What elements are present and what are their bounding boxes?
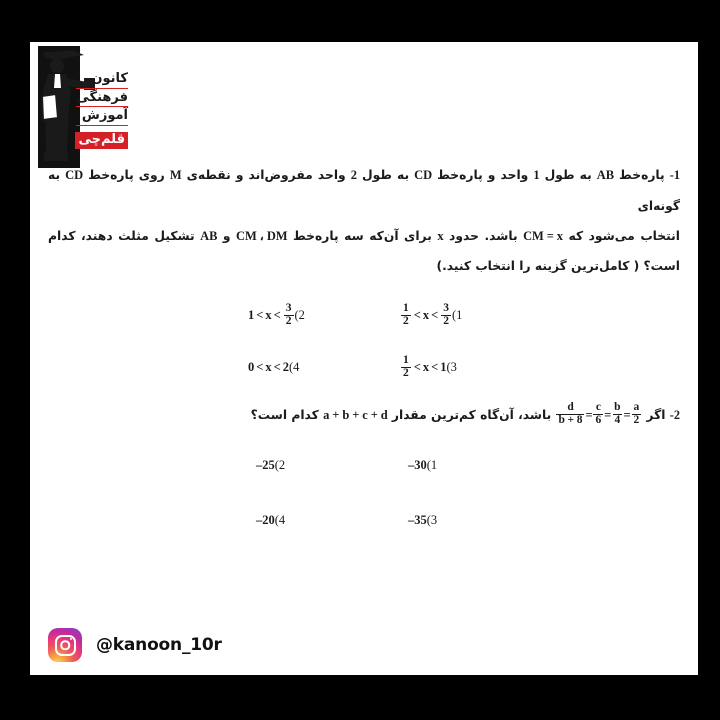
option-expression — [256, 513, 275, 528]
options-question-2 — [48, 438, 680, 548]
math-token: = — [585, 407, 593, 422]
fraction-numerator: d — [567, 401, 574, 414]
kanoon-logo — [38, 46, 126, 168]
instagram-handle-text: @kanoon_10r — [96, 635, 222, 655]
fraction-denominator: 4 — [614, 414, 621, 426]
relation-operator: < — [431, 308, 439, 322]
question-1 — [48, 160, 680, 394]
inline-fraction — [593, 402, 603, 427]
option-1[interactable] — [364, 290, 680, 342]
instagram-camera-outline — [55, 635, 76, 656]
stem-text: باشد. حدود — [443, 228, 524, 243]
option-expression — [400, 303, 452, 328]
math-value: –35 — [408, 513, 427, 528]
fraction-denominator: 2 — [443, 314, 449, 327]
logo-brand-badge: قلم‌چی — [75, 132, 128, 150]
fraction-denominator: 8 + b — [558, 414, 583, 426]
stem-text: به طول — [539, 168, 597, 182]
question-1-line-1 — [48, 160, 680, 221]
question-1-line-2 — [48, 221, 680, 252]
fraction-denominator: 2 — [403, 314, 409, 327]
math-token: CD — [414, 168, 433, 182]
fraction-numerator: 1 — [403, 353, 409, 366]
math-token: M — [169, 168, 182, 182]
math-token: = — [604, 407, 612, 422]
inline-fraction — [556, 402, 584, 427]
inline-fraction — [612, 402, 622, 427]
stem-text: انتخاب می‌شود که — [562, 228, 681, 243]
relation-operator: < — [256, 308, 264, 322]
option-marker: (4 — [274, 513, 286, 528]
fraction-numerator: 1 — [403, 301, 409, 314]
option-marker: (4 — [289, 360, 300, 374]
option-content — [248, 303, 310, 328]
option-content — [248, 360, 304, 375]
math-token: CM = x — [523, 228, 563, 243]
instagram-handle-row[interactable] — [48, 628, 222, 662]
stem-text: روی پاره‌خط — [83, 168, 170, 182]
logo-word-3: آموزش — [76, 109, 128, 126]
stem-text: کدام است؟ — [250, 407, 324, 422]
stem-text: واحد و پاره‌خط — [432, 168, 534, 182]
stem-text: به گونه‌ای — [48, 168, 680, 213]
fraction-denominator: 6 — [595, 414, 602, 426]
option-marker: (3 — [426, 513, 438, 528]
instagram-flash-dot-icon — [70, 638, 73, 641]
question-2-line-1 — [48, 400, 680, 431]
option-marker: (2 — [294, 308, 305, 322]
stem-text: واحد مفروض‌اند و نقطه‌ی — [181, 168, 351, 182]
option-content — [400, 355, 462, 380]
math-value: x — [265, 308, 272, 322]
fraction-numerator: 3 — [443, 301, 449, 314]
fraction-denominator: 2 — [633, 414, 640, 426]
option-2[interactable] — [48, 290, 364, 342]
stem-text: برای آن‌که سه پاره‌خط — [287, 228, 438, 243]
math-value: 2 — [282, 360, 289, 374]
option-content — [400, 303, 467, 328]
math-value: –30 — [408, 458, 427, 473]
fraction-denominator: 2 — [403, 366, 409, 379]
relation-operator: < — [256, 360, 264, 374]
math-value: x — [422, 360, 430, 374]
instagram-lens-icon — [60, 640, 70, 650]
math-value: –20 — [256, 513, 275, 528]
inline-fraction — [401, 303, 411, 328]
option-marker: (1 — [452, 308, 463, 322]
math-value: –25 — [256, 458, 275, 473]
question-list — [48, 160, 680, 554]
math-token: CD — [65, 168, 84, 182]
math-value: 1 — [440, 360, 447, 374]
logo-wordmark — [76, 72, 128, 151]
stem-text: اگر — [642, 407, 670, 422]
option-expression — [408, 458, 427, 473]
stem-text: باشد، آن‌گاه کم‌ترین مقدار — [387, 407, 556, 422]
option-expression — [256, 458, 275, 473]
option-4[interactable] — [48, 493, 364, 548]
instagram-icon[interactable] — [48, 628, 82, 662]
inline-fraction — [401, 355, 411, 380]
math-token: 1 — [533, 168, 540, 182]
logo-word-1: کانون — [76, 72, 128, 89]
option-content — [256, 458, 290, 473]
option-expression — [400, 355, 447, 380]
relation-operator: < — [431, 360, 439, 374]
worksheet-page — [30, 42, 698, 675]
stem-text: و — [217, 228, 237, 243]
option-marker: (3 — [446, 360, 457, 374]
math-token: 2 — [350, 168, 357, 182]
question-1-line-3 — [48, 251, 680, 281]
question-number: 2- — [669, 407, 680, 422]
question-number: 1- — [669, 168, 680, 182]
option-marker: (1 — [426, 458, 438, 473]
fraction-numerator: 3 — [285, 301, 292, 314]
fraction-numerator: a — [633, 401, 640, 414]
stem-text: به طول — [356, 168, 415, 182]
stem-text: است؟ ( کامل‌ترین گزینه را انتخاب کنید.) — [436, 259, 680, 274]
question-2 — [48, 400, 680, 549]
option-expression — [248, 360, 289, 375]
math-value: 0 — [248, 360, 255, 374]
inline-fraction — [284, 303, 294, 328]
option-content — [256, 513, 290, 528]
inline-fraction — [441, 303, 451, 328]
relation-operator: < — [413, 308, 421, 322]
option-2[interactable] — [48, 438, 364, 493]
stem-text: پاره‌خط — [613, 168, 670, 182]
math-value: x — [265, 360, 272, 374]
options-question-1 — [48, 290, 680, 394]
option-content — [408, 513, 442, 528]
math-token: AB — [596, 168, 614, 182]
relation-operator: < — [413, 360, 421, 374]
math-token: AB — [200, 228, 218, 243]
math-token: x — [437, 228, 444, 243]
fraction-numerator: c — [595, 401, 601, 414]
option-4[interactable] — [48, 342, 364, 394]
math-token: = — [623, 407, 631, 422]
relation-operator: < — [273, 308, 281, 322]
option-1[interactable] — [364, 438, 680, 493]
option-3[interactable] — [364, 342, 680, 394]
math-value: 1 — [248, 308, 255, 322]
option-3[interactable] — [364, 493, 680, 548]
fraction-denominator: 2 — [285, 314, 292, 327]
inline-fraction — [632, 402, 642, 427]
stem-text: تشکیل مثلث دهند، کدام — [48, 228, 201, 243]
option-content — [408, 458, 442, 473]
relation-operator: < — [273, 360, 281, 374]
option-expression — [408, 513, 427, 528]
math-value: x — [422, 308, 430, 322]
option-marker: (2 — [274, 458, 286, 473]
logo-word-2: فرهنگی — [76, 91, 128, 108]
math-token: CM ، DM — [236, 228, 288, 243]
math-token: a + b + c + d — [323, 407, 388, 422]
option-expression — [248, 303, 295, 328]
fraction-numerator: b — [614, 401, 621, 414]
